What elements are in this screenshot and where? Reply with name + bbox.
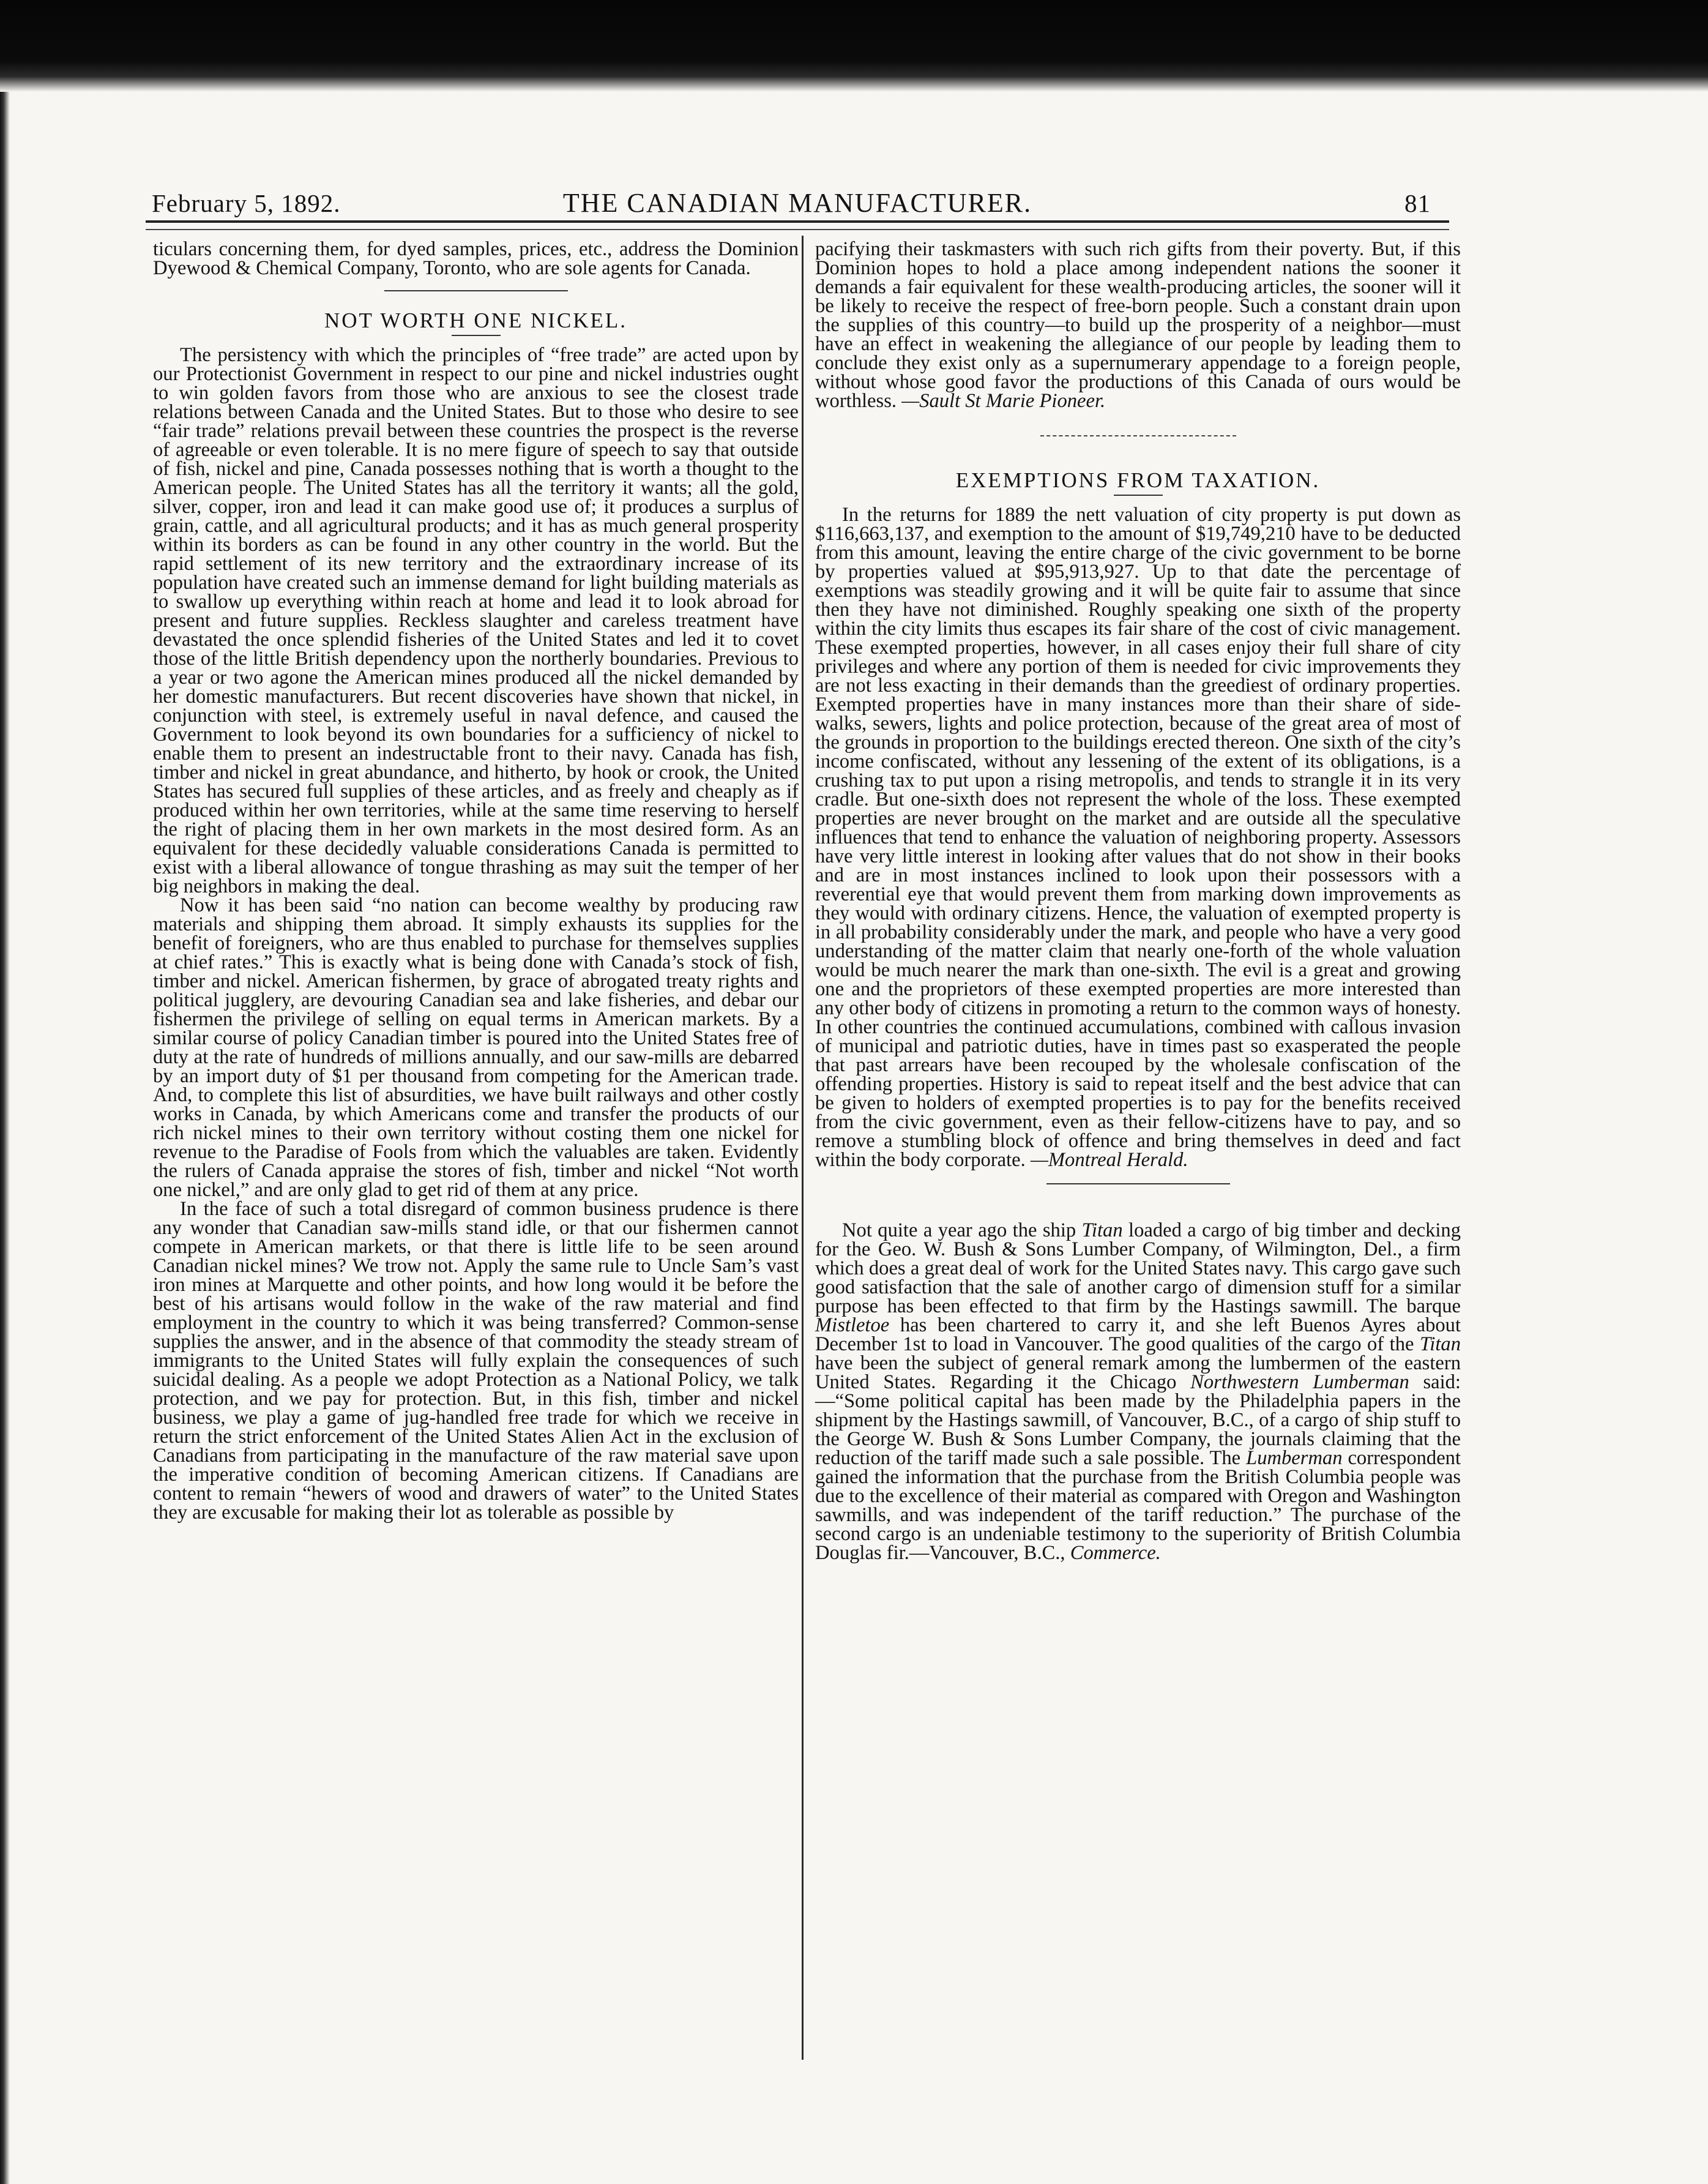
issue-date: February 5, 1892. [152,189,341,217]
scan-left-edge [0,92,10,2184]
paragraph-text: Not quite a year ago the ship [842,1219,1082,1241]
publication-title: THE CANADIAN MANUFACTURER. [562,188,1032,218]
header-rule [146,220,1449,223]
source-credit: —Montreal Herald. [1030,1149,1188,1171]
article-paragraph: The persistency with which the principles of “free trade” are acted upon by our Protectionist Government in respect to our pine and nickel industries ought to win golden favors from those who are anxious to see the closest trade relations between Canada and the United States. But to those who desire to see “fair trade” relations prevail between these countries the prospect is the reverse of agreeable or even tolerable. It is no mere figure of speech to say that outside of fish, nickel and pine, Canada possesses nothing that is worth a thought to the American people. The United States has all the territory it wants; all the gold, silver, copper, iron and lead it can make good use of; it produces a surplus of grain, cattle, and all agricultural products; and it has as much general prosperity within its borders as can be found in any other country in the world. But the rapid settlement of its new territory and the extraordinary increase of its population have created such an immense demand for light building materials as to swallow up everything within reach at home and lead it to look abroad for present and future supplies. Reckless slaughter and careless treatment have devastated the once splendid fisheries of the United States and led it to covet those of the little British dependency upon the northerly boundaries. Previous to a year or two agone the American mines produced all the nickel demanded by her domestic manufacturers. But recent discoveries have shown that nickel, in conjunction with steel, is extremely useful in naval defence, and caused the Government to look beyond its own boundaries for a sufficiency of nickel to enable them to present an indestructable front to their navy. Canada has fish, timber and nickel in great abundance, and hitherto, by hook or crook, the United States has secured full supplies of these articles, and as freely and cheaply as if produced within her own territories, while at the same time reserving to herself the right of placing them in her own markets in the most desired form. As an equivalent for these decidedly valuable considerations Canada is permitted to exist with a liberal allowance of tongue thrashing as may suit the temper of her big neighbors in making the deal. [153,344,799,897]
paragraph-text: has been chartered to carry it, and she left Buenos Ayres about December 1st to load in Vancouver. The good qualities of the cargo of the [815,1314,1461,1355]
paragraph-text: pacifying their taskmasters with such rich gifts from their poverty. But, if this Dominion hopes to hold a place among independent nations the sooner it demands a fair equivalent for these wealth-producing articles, the sooner will it be likely to receive the respect of free-born people. Such a constant drain upon the supplies of this country—to build up the prosperity of a neighbor—must have an effect in weakening the allegiance of our people by leading them to conclude they exist only as a supernumerary appendage to a foreign people, without whose good favor the productions of this Canada of ours would be worthless. [815,238,1461,412]
article-paragraph: In the face of such a total disregard of common business prudence is there any wonder that Canadian saw-mills stand idle, or that our fishermen cannot compete in American markets, or that there is little life to be seen around Canadian nickel mines? We trow not. Apply the same rule to Uncle Sam’s vast iron mines at Marquette and other points, and how long would it be before the best of his artisans would follow in the wake of the raw material and find employment in the country to which it was being transferred? Common-sense supplies the answer, and in the absence of that commodity the steady stream of immigrants to the United States will fully explain the consequences of such suicidal dealing. As a people we adopt Protection as a National Policy, we talk protection, and we pay for protection. But, in this fish, timber and nickel business, we play a game of jug-handled free trade for which we receive in return the strict enforcement of the United States Alien Act in the exclusion of Canadians from participating in the manufacture of the raw material save upon the imperative condition of becoming American citizens. If Canadians are content to remain “hewers of wood and drawers of water” to the United States they are excusable for making their lot as tolerable as possible by [153,1198,799,1524]
header-rule-thin [146,229,1449,230]
paragraph-text: In the returns for 1889 the nett valuation of city property is put down as $116,663,137, and exemption to the amount of $19,749,210 have to be deducted from this amount, leaving the entire charge of the civic government to be borne by properties valued at $95,913,927. Up to that date the percentage of exemptions was steadily growing and it will be quite fair to assume that since then they have not diminished. Roughly speaking one sixth of the property within the city limits thus escapes its fair share of the cost of civic management. These exempted properties, however, in all cases enjoy their full share of city privileges and where any portion of them is needed for civic improvements they are not less exacting in their demands than the greediest of ordinary properties. Exempted properties have in many instances more than their share of side-walks, sewers, lights and police protection, because of the great area of most of the grounds in proportion to the buildings erected thereon. One sixth of the city’s income confiscated, without any lessening of the extent of its obligations, is a crushing tax to put upon a rising metropolis, and tends to strangle it in its very cradle. But one-sixth does not represent the whole of the loss. These exempted properties are never brought on the market and are outside all the speculative influences that tend to enhance the valuation of neighboring property. Assessors have very little interest in looking after values that do not show in their books and are in most instances inclined to look upon their possessors with a reverential eye that would prevent them from marking down improvements as they would with ordinary citizens. Hence, the valuation of exempted property is in all probability considerably under the mark, and people who have a very good understanding of the matter claim that nearly one-forth of the whole valuation would be much nearer the mark than one-sixth. The evil is a great and growing one and the proprietors of these exempted properties are more interested than any other body of citizens in promoting a return to the common ways of honesty. In other countries the continued accumulations, combined with callous invasion of municipal and patriotic duties, have in times past so exasperated the people that past arrears have been recouped by the wholesale confiscation of the offending properties. History is said to repeat itself and the best advice that can be given to holders of exempted properties is to pay for the benefits received from the civic government, even as their fellow-citizens have to pay, and so remove a stumbling block of offence and bring themselves in deed and fact within the body corporate. [815,504,1461,1171]
article-paragraph: Now it has been said “no nation can become wealthy by producing raw materials and shipping them abroad. It simply exhausts its supplies for the benefit of foreigners, who are thus enabled to purchase for themselves supplies at chief rates.” This is exactly what is being done with Canada’s stock of fish, timber and nickel. American fishermen, by grace of abrogated treaty rights and political jugglery, are devouring Canadian sea and lake fisheries, and debar our fishermen the privilege of selling on equal terms in American markets. By a similar course of policy Canadian timber is poured into the United States free of duty at the rate of hundreds of millions annually, and our saw-mills are debarred by an import duty of $1 per thousand from competing for the American trade. And, to complete this list of absurdities, we have built railways and other costly works in Canada, by which Americans come and transfer the products of our rich nickel mines to their own territory without costing them one nickel for revenue to the Paradise of Fools from which the valuables are taken. Evidently the rulers of Canada appraise the stores of fish, timber and nickel “Not worth one nickel,” and are only glad to get rid of them at any price. [153,894,799,1201]
continued-paragraph: ticulars concerning them, for dyed samples, prices, etc., address the Dominion Dyewood & Chemical Company, Toronto, who are sole agents for Canada. [153,238,799,279]
newspaper-name: Northwestern Lumberman [1190,1371,1409,1393]
source-credit: Commerce. [1070,1542,1161,1564]
newspaper-name: Lumberman [1246,1447,1343,1469]
paragraph-text: said:—“Some political capital has been made by the Philadelphia papers in the shipment by the Hastings sawmill, of Vancouver, B.C., of a cargo of ship stuff to the George W. Bush & Sons Lumber Company, the journals claiming that the reduction of the tariff made such a sale possible. The [815,1371,1461,1469]
scan-top-edge [0,0,1708,92]
paragraph-text: loaded a cargo of big timber and decking for the Geo. W. Bush & Sons Lumber Company, of Wilmington, Del., a firm which does a great deal of work for the United States navy. This cargo gave such good satisfaction that the sale of another cargo of dimension stuff for a similar purpose has been effected to that firm by the Hastings sawmill. The barque [815,1219,1461,1317]
continued-paragraph [815,240,1461,411]
ship-name: Titan [1081,1219,1123,1241]
ship-name: Mistletoe [815,1314,890,1336]
source-credit: —Sault St Marie Pioneer. [901,390,1106,412]
article-heading-exemptions: EXEMPTIONS FROM TAXATION. [955,468,1321,492]
paragraph-text: have been the subject of general remark among the lumbermen of the eastern United States. Regarding it the Chicago [815,1352,1461,1393]
right-column [815,240,1461,1563]
article-heading-nickel: NOT WORTH ONE NICKEL. [324,309,628,332]
article-paragraph [815,506,1461,1170]
paragraph-text: correspondent gained the information that the purchase from the British Columbia people was due to the excellence of their material as compared with Oregon and Washington sawmills, and was independent of the tariff reduction.” The purchase of the second cargo is an undeniable testimony to the superiority of British Columbia Douglas fir.—Vancouver, B.C., [815,1447,1461,1564]
ship-name: Titan [1419,1333,1461,1355]
article-paragraph [815,1221,1461,1563]
column-divider [802,236,804,2060]
left-column [153,240,799,1522]
page-number: 81 [1404,189,1431,217]
page-header [146,178,1449,226]
